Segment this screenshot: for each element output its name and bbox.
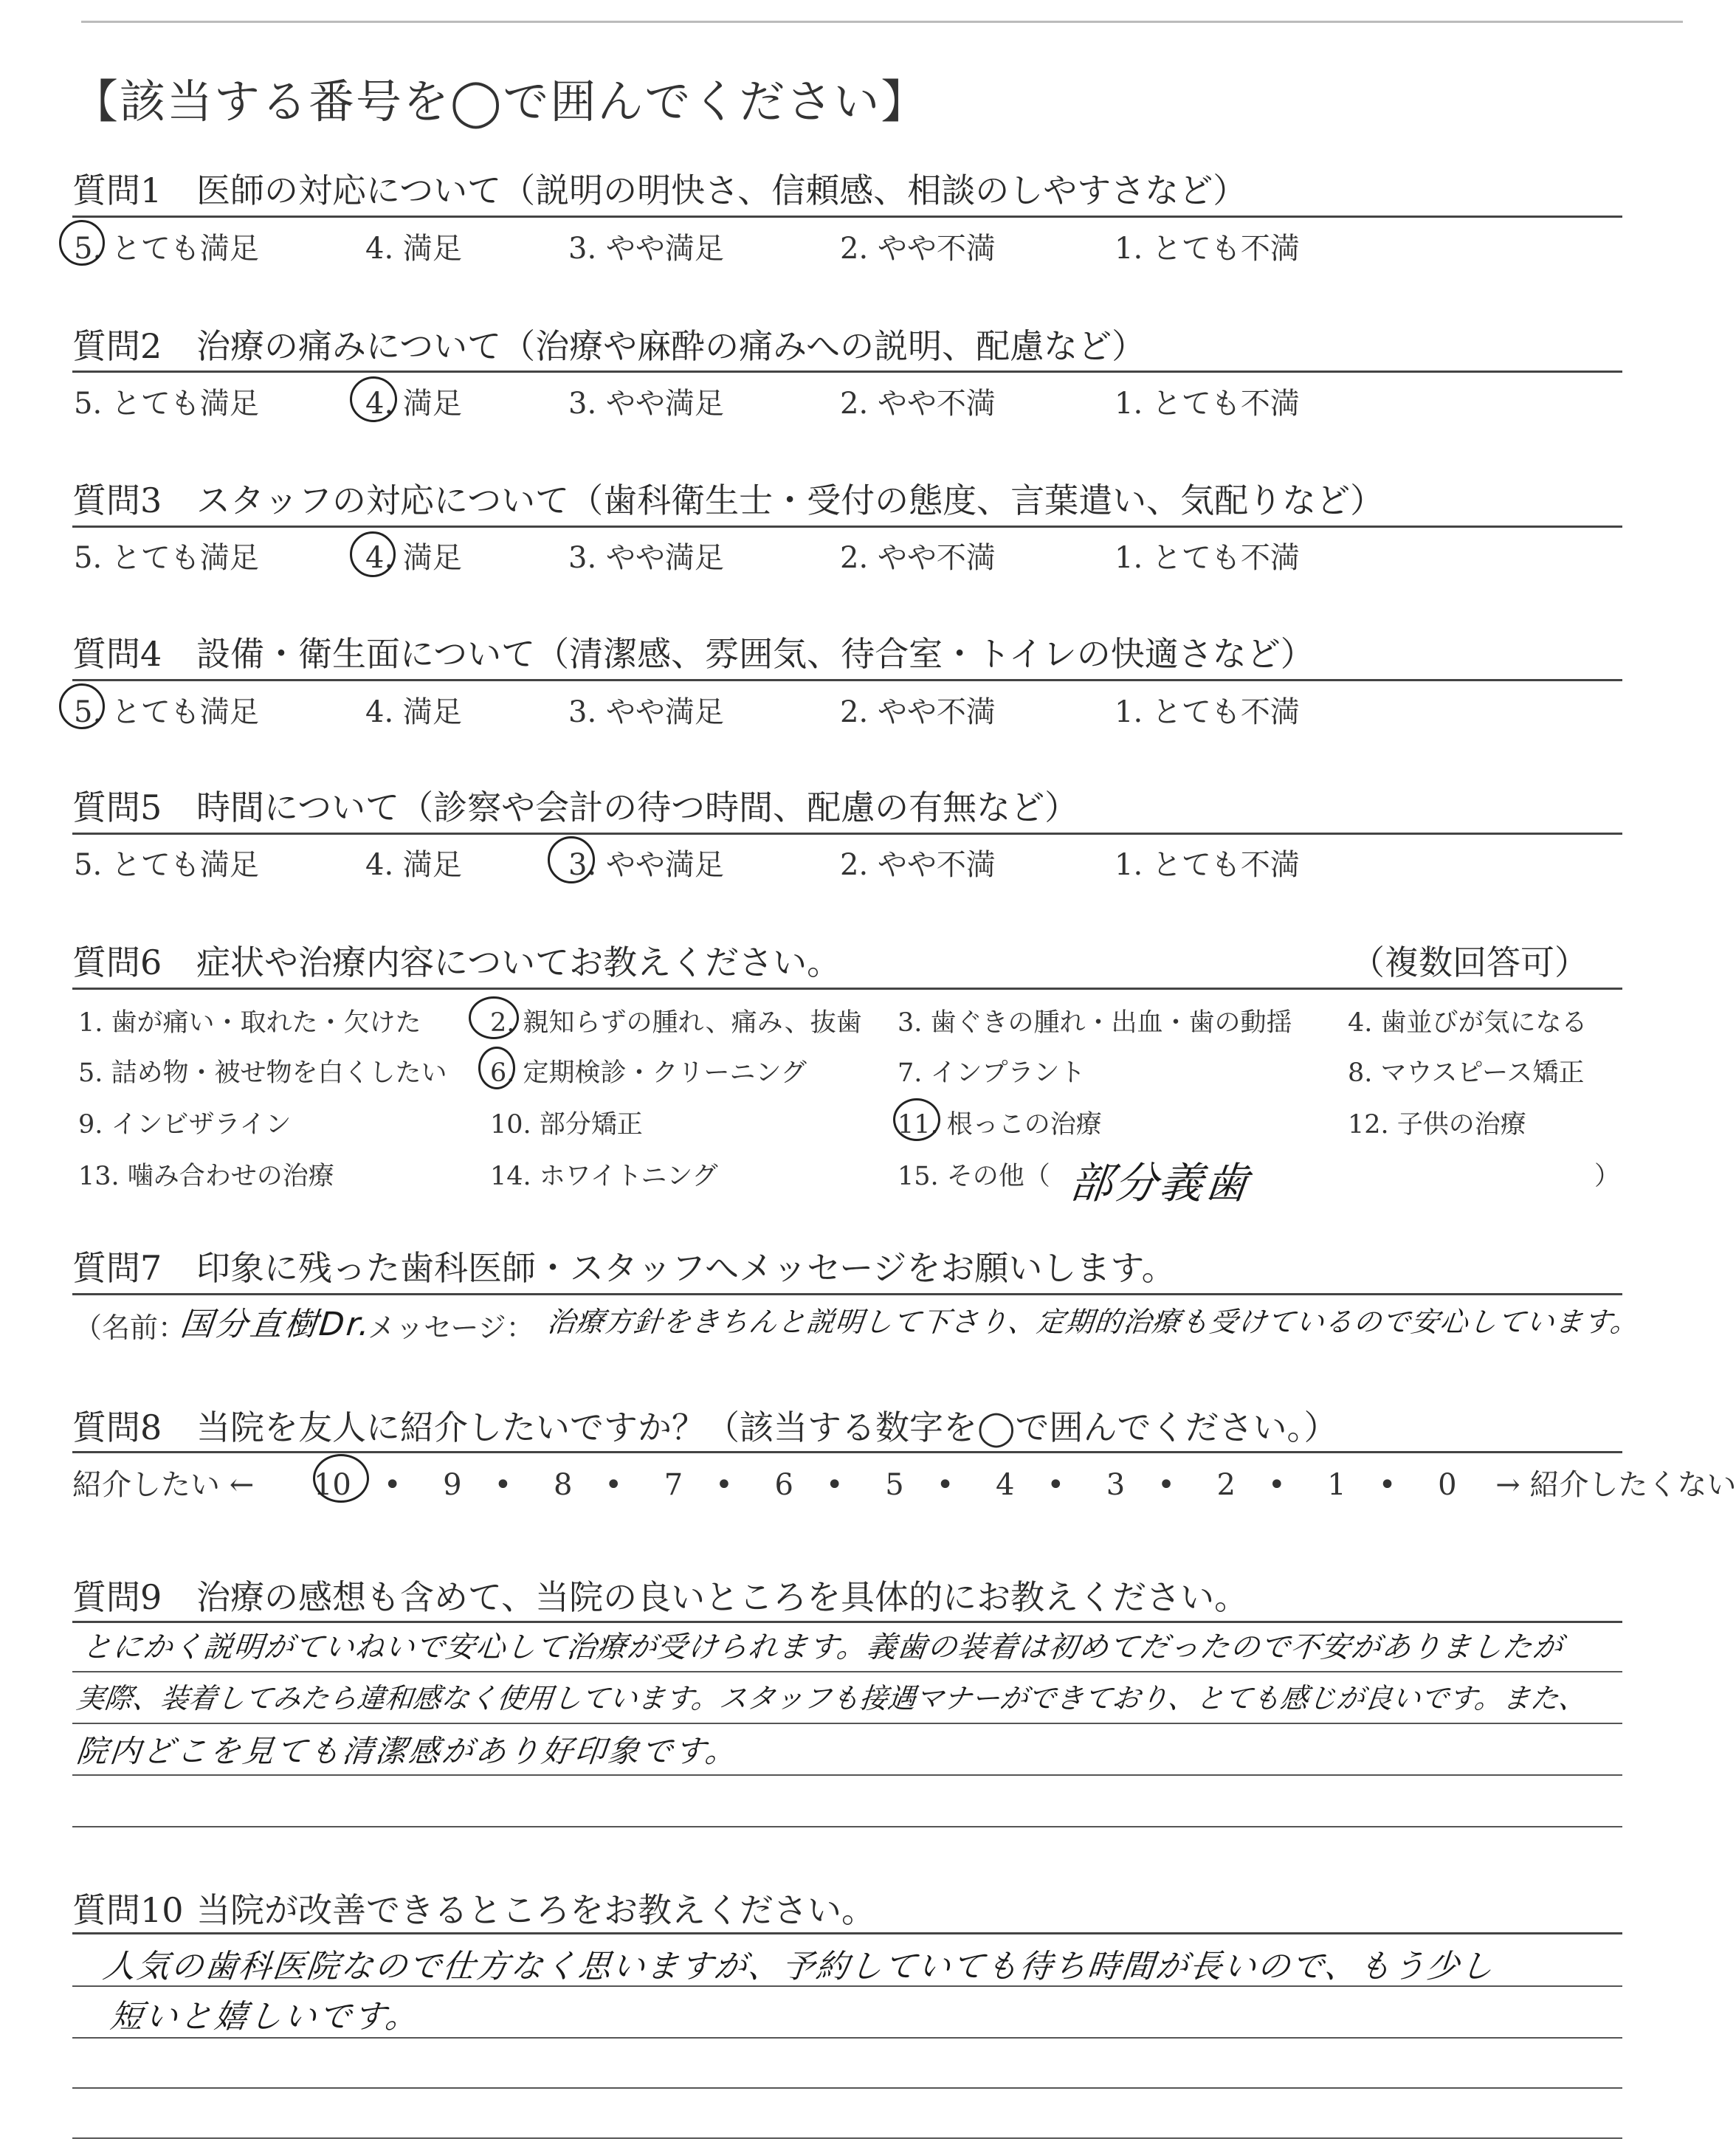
q6-option-2[interactable]: 2. 親知らずの腫れ、痛み、抜歯 xyxy=(490,1008,862,1038)
q2-option-5[interactable]: 5. とても満足 xyxy=(74,387,259,421)
q10-line-2 xyxy=(72,2037,1622,2039)
question-9-text: 治療の感想も含めて、当院の良いところを具体的にお教えください。 xyxy=(196,1577,1249,1617)
question-1 xyxy=(72,164,1247,213)
q8-scale-8[interactable]: 8 xyxy=(553,1468,573,1502)
q10-line-1 xyxy=(72,1985,1622,1987)
q6-option-5[interactable]: 5. 詰め物・被せ物を白くしたい xyxy=(78,1058,447,1088)
question-8 xyxy=(72,1401,1337,1450)
q5-option-3[interactable]: 3. やや満足 xyxy=(568,848,724,882)
q10-line-4 xyxy=(72,2137,1622,2139)
question-4-rule xyxy=(72,679,1622,681)
question-7-text: 印象に残った歯科医師・スタッフへメッセージをお願いします。 xyxy=(196,1248,1176,1288)
question-1-text: 医師の対応について（説明の明快さ、信頼感、相談のしやすさなど） xyxy=(196,170,1247,210)
question-10-number: 質問10 xyxy=(72,1890,184,1930)
q2-option-4[interactable]: 4. 満足 xyxy=(365,387,462,421)
question-8-text: 当院を友人に紹介したいですか？（該当する数字を◯で囲んでください。） xyxy=(196,1408,1338,1447)
q6-option-10[interactable]: 10. 部分矯正 xyxy=(490,1110,643,1140)
q3-option-5[interactable]: 5. とても満足 xyxy=(74,541,259,575)
q6-option-9[interactable]: 9. インビザライン xyxy=(78,1110,292,1140)
question-4-number: 質問4 xyxy=(72,634,162,674)
q10-answer-line-1[interactable]: 人気の歯科医院なので仕方なく思いますが、予約していても待ち時間が長いので、もう少し xyxy=(100,1948,1497,1985)
question-3-text: スタッフの対応について（歯科衛生士・受付の態度、言葉遣い、気配りなど） xyxy=(196,480,1385,520)
q9-answer-line-3[interactable]: 院内どこを見ても清潔感があり好印象です。 xyxy=(75,1733,740,1769)
question-9 xyxy=(72,1571,1248,1619)
question-1-rule xyxy=(72,216,1622,218)
question-6-note: （複数回答可） xyxy=(1351,943,1588,982)
question-6-number: 質問6 xyxy=(72,943,162,982)
question-7-rule xyxy=(72,1293,1622,1295)
q6-option-8[interactable]: 8. マウスピース矯正 xyxy=(1348,1058,1585,1088)
q6-option-4[interactable]: 4. 歯並びが気になる xyxy=(1348,1008,1588,1038)
question-8-rule xyxy=(72,1451,1622,1453)
q9-line-3 xyxy=(72,1774,1622,1776)
question-6-text: 症状や治療内容についてお教えください。 xyxy=(196,943,841,982)
q3-option-2[interactable]: 2. やや不満 xyxy=(840,541,996,575)
q5-option-4[interactable]: 4. 満足 xyxy=(365,848,462,882)
q6-option-7[interactable]: 7. インプラント xyxy=(898,1058,1086,1088)
q3-option-4[interactable]: 4. 満足 xyxy=(365,541,462,575)
q8-scale-7[interactable]: 7 xyxy=(664,1468,683,1502)
question-3-rule xyxy=(72,526,1622,528)
question-5-number: 質問5 xyxy=(72,788,162,827)
q8-scale-2[interactable]: 2 xyxy=(1216,1468,1236,1502)
question-1-number: 質問1 xyxy=(72,170,162,210)
q3-option-1[interactable]: 1. とても不満 xyxy=(1115,541,1300,575)
q1-option-1[interactable]: 1. とても不満 xyxy=(1115,232,1300,266)
q1-option-2[interactable]: 2. やや不満 xyxy=(840,232,996,266)
q7-message-value[interactable]: 治療方針をきちんと説明して下さり、定期的治療も受けているので安心しています。 xyxy=(545,1306,1641,1338)
question-2 xyxy=(72,320,1146,368)
q4-option-2[interactable]: 2. やや不満 xyxy=(840,695,996,729)
question-2-rule xyxy=(72,371,1622,373)
question-10-text: 当院が改善できるところをお教えください。 xyxy=(196,1890,875,1930)
q9-line-2 xyxy=(72,1723,1622,1724)
q2-option-1[interactable]: 1. とても不満 xyxy=(1115,387,1300,421)
q6-option-12[interactable]: 12. 子供の治療 xyxy=(1348,1110,1526,1140)
question-4-text: 設備・衛生面について（清潔感、雰囲気、待合室・トイレの快適さなど） xyxy=(196,634,1315,674)
q8-scale-0[interactable]: 0 xyxy=(1438,1468,1457,1502)
q8-scale-1[interactable]: 1 xyxy=(1327,1468,1346,1502)
q8-scale-4[interactable]: 4 xyxy=(996,1468,1015,1502)
question-9-rule xyxy=(72,1621,1622,1623)
q6-option-11[interactable]: 11. 根っこの治療 xyxy=(898,1110,1102,1140)
q10-line-3 xyxy=(72,2087,1622,2089)
q8-scale: 紹介したい ← 10 • 9 • 8 • 7 • 6 • 5 • 4 • 3 • 2 • 1 • 0 → 紹介したくない xyxy=(72,1461,1736,1503)
question-5 xyxy=(72,781,1078,830)
q6-other-answer: 部分義歯 xyxy=(1067,1158,1253,1208)
q6-option-3[interactable]: 3. 歯ぐきの腫れ・出血・歯の動揺 xyxy=(898,1008,1292,1038)
q2-option-3[interactable]: 3. やや満足 xyxy=(568,387,724,421)
q6-option-1[interactable]: 1. 歯が痛い・取れた・欠けた xyxy=(78,1008,421,1038)
q2-option-2[interactable]: 2. やや不満 xyxy=(840,387,996,421)
q5-option-1[interactable]: 1. とても不満 xyxy=(1115,848,1300,882)
q1-option-4[interactable]: 4. 満足 xyxy=(365,232,462,266)
question-3-number: 質問3 xyxy=(72,480,162,520)
q8-right-label: → 紹介したくない xyxy=(1495,1468,1736,1502)
q4-option-3[interactable]: 3. やや満足 xyxy=(568,695,724,729)
q9-line-4 xyxy=(72,1826,1622,1827)
question-9-number: 質問9 xyxy=(72,1577,162,1617)
q6-option-13[interactable]: 13. 噛み合わせの治療 xyxy=(78,1162,334,1191)
question-10-rule xyxy=(72,1932,1622,1934)
q6-option-15-close: ） xyxy=(1594,1162,1621,1191)
question-2-number: 質問2 xyxy=(72,326,162,366)
question-5-rule xyxy=(72,833,1622,835)
q4-option-5[interactable]: 5. とても満足 xyxy=(74,695,259,729)
q7-name-label: （名前： xyxy=(74,1312,187,1344)
q1-option-5[interactable]: 5. とても満足 xyxy=(74,232,259,266)
q8-scale-6[interactable]: 6 xyxy=(774,1468,793,1502)
question-8-number: 質問8 xyxy=(72,1408,162,1447)
q9-answer-line-2[interactable]: 実際、装着してみたら違和感なく使用しています。スタッフも接遇マナーができており、とても感じが良いです。また、 xyxy=(75,1682,1588,1715)
q4-option-1[interactable]: 1. とても不満 xyxy=(1115,695,1300,729)
page-title: 【該当する番号を◯で囲んでください】 xyxy=(72,75,929,128)
q3-option-3[interactable]: 3. やや満足 xyxy=(568,541,724,575)
question-10 xyxy=(72,1884,875,1932)
question-4 xyxy=(72,627,1315,676)
question-6-rule xyxy=(72,988,1622,990)
question-3 xyxy=(72,474,1384,523)
q9-line-1 xyxy=(72,1671,1622,1672)
q5-option-5[interactable]: 5. とても満足 xyxy=(74,848,259,882)
q5-option-2[interactable]: 2. やや不満 xyxy=(840,848,996,882)
question-7-number: 質問7 xyxy=(72,1248,162,1288)
question-6 xyxy=(72,936,841,985)
q8-scale-9[interactable]: 9 xyxy=(443,1468,462,1502)
q7-message-label: メッセージ： xyxy=(368,1312,534,1344)
top-border xyxy=(81,21,1683,23)
q1-option-3[interactable]: 3. やや満足 xyxy=(568,232,724,266)
q8-scale-10[interactable]: 10 xyxy=(313,1468,351,1502)
q6-option-6[interactable]: 6. 定期検診・クリーニング xyxy=(490,1058,807,1088)
q6-option-15[interactable]: 15. その他（ xyxy=(898,1162,1050,1191)
q8-scale-5[interactable]: 5 xyxy=(885,1468,904,1502)
q4-option-4[interactable]: 4. 満足 xyxy=(365,695,462,729)
question-7 xyxy=(72,1241,1176,1290)
q10-answer-line-2[interactable]: 短いと嬉しいです。 xyxy=(108,1998,422,2036)
q8-left-label: 紹介したい ← xyxy=(72,1468,255,1502)
question-2-text: 治療の痛みについて（治療や麻酔の痛みへの説明、配慮など） xyxy=(196,326,1146,366)
q8-scale-3[interactable]: 3 xyxy=(1106,1468,1126,1502)
q6-option-14[interactable]: 14. ホワイトニング xyxy=(490,1162,718,1191)
q7-name-value[interactable]: 国分直樹Dr. xyxy=(178,1306,374,1343)
question-5-text: 時間について（診察や会計の待つ時間、配慮の有無など） xyxy=(196,788,1079,827)
q9-answer-line-1[interactable]: とにかく説明がていねいで安心して治療が受けられます。義歯の装着は初めてだったので不安がありましたが xyxy=(80,1630,1565,1664)
